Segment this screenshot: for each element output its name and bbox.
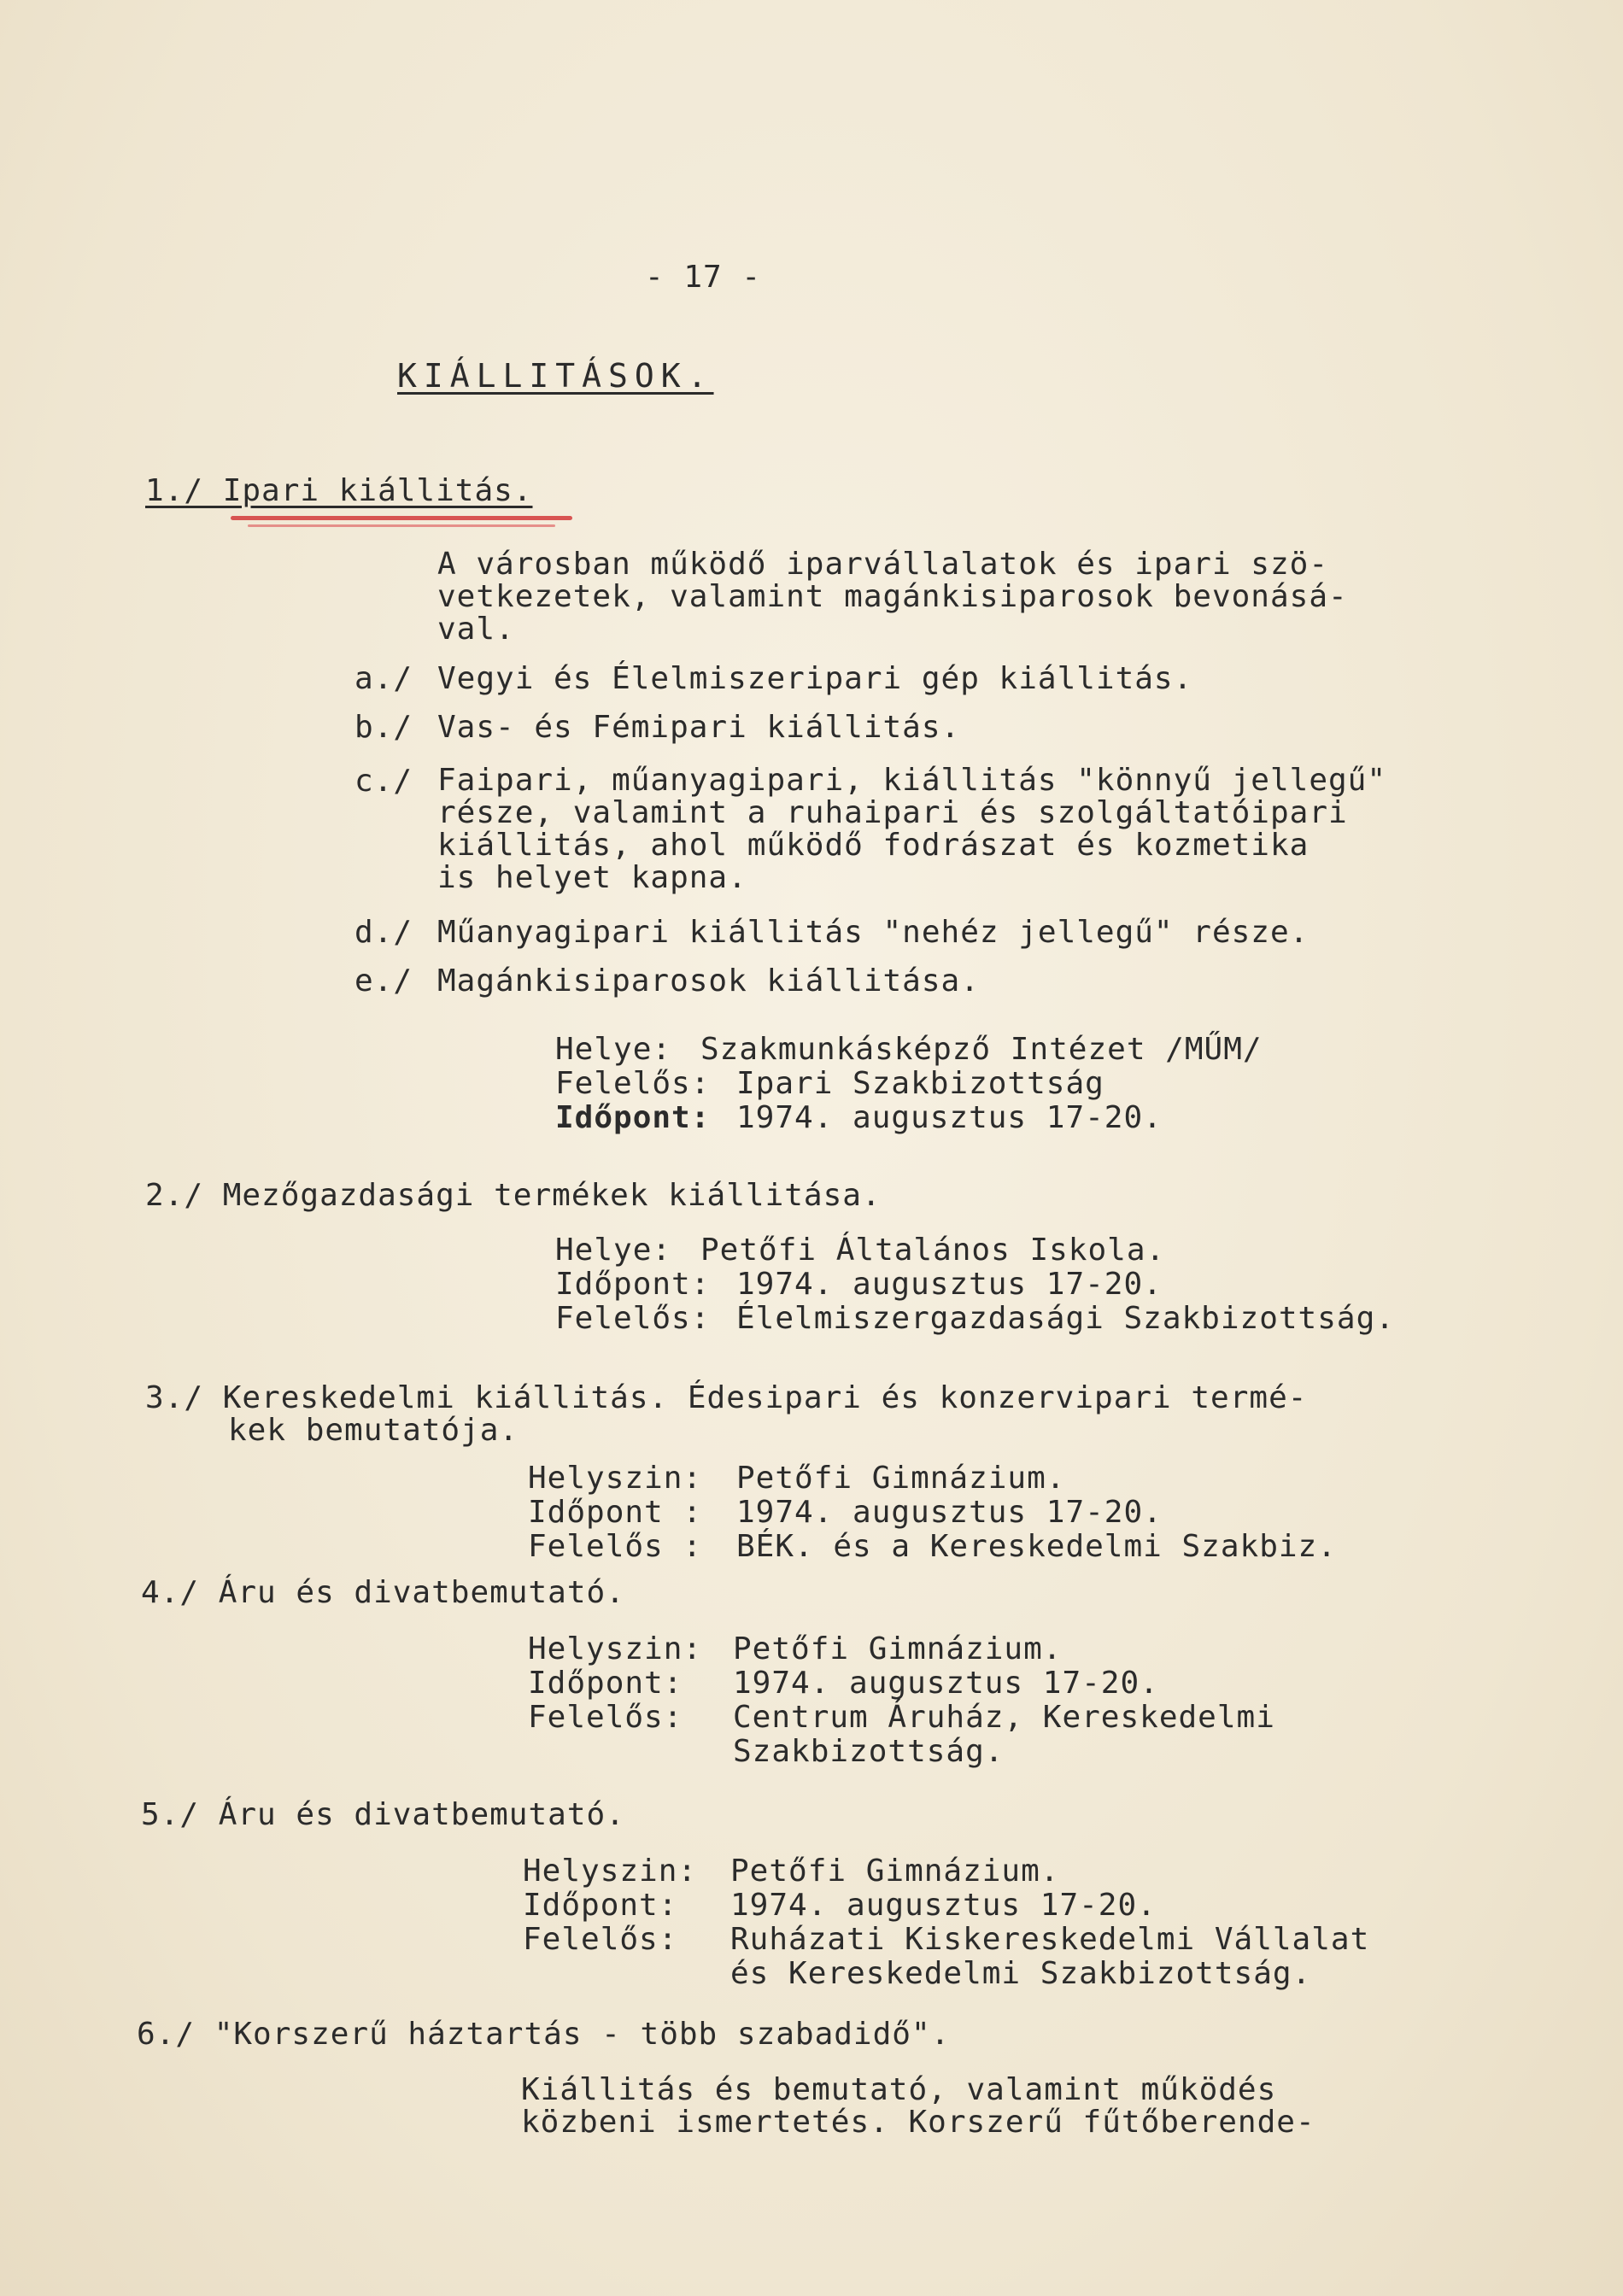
- section-6-heading: 6./ "Korszerű háztartás - több szabadidő".: [137, 2017, 951, 2052]
- detail-key: Felelős:: [555, 1066, 711, 1101]
- detail-value: 1974. augusztus 17-20.: [736, 1495, 1163, 1530]
- section-5-heading: 5./ Áru és divatbemutató.: [141, 1797, 625, 1832]
- item-label-a: a./: [354, 661, 413, 696]
- item-c-line: része, valamint a ruhaipari és szolgáltatóipari: [437, 795, 1348, 830]
- detail-key: Időpont :: [528, 1495, 703, 1530]
- item-c-line: kiállitás, ahol működő fodrászat és kozmetika: [437, 828, 1310, 863]
- section-3-heading-line: 3./ Kereskedelmi kiállitás. Édesipari és konzervipari termé-: [145, 1380, 1308, 1415]
- detail-value: 1974. augusztus 17-20.: [730, 1888, 1157, 1923]
- detail-key: Felelős:: [523, 1922, 678, 1957]
- detail-value: Ipari Szakbizottság: [736, 1066, 1104, 1101]
- red-underline: [231, 516, 572, 520]
- detail-value: Szakmunkásképző Intézet /MŰM/: [700, 1032, 1263, 1067]
- detail-key: Időpont:: [555, 1267, 711, 1302]
- detail-value: Petőfi Gimnázium.: [733, 1631, 1063, 1666]
- section-1-intro-line: val.: [437, 612, 515, 647]
- page-title: KIÁLLITÁSOK.: [397, 357, 714, 395]
- detail-key: Időpont:: [528, 1666, 683, 1701]
- item-label-c: c./: [354, 764, 413, 799]
- section-2-heading: 2./ Mezőgazdasági termékek kiállitása.: [145, 1178, 882, 1213]
- section-3-heading-line: kek bemutatója.: [228, 1413, 519, 1448]
- detail-key: Felelős:: [555, 1301, 711, 1336]
- item-c-line: is helyet kapna.: [437, 860, 747, 895]
- detail-key: Időpont:: [523, 1888, 678, 1923]
- detail-key: Időpont:: [555, 1100, 711, 1135]
- detail-key: Helye:: [555, 1032, 672, 1067]
- item-label-e: e./: [354, 964, 413, 999]
- section-1-heading: 1./ Ipari kiállitás.: [145, 473, 533, 508]
- detail-value: Petőfi Általános Iskola.: [700, 1233, 1166, 1268]
- item-label-b: b./: [354, 710, 413, 745]
- detail-key: Felelős :: [528, 1529, 703, 1564]
- red-underline-secondary: [248, 524, 555, 527]
- detail-value: 1974. augusztus 17-20.: [736, 1267, 1163, 1302]
- item-d-text: Műanyagipari kiállitás "nehéz jellegű" része.: [437, 915, 1310, 950]
- detail-value: Centrum Áruház, Kereskedelmi: [733, 1700, 1275, 1735]
- detail-value: Petőfi Gimnázium.: [736, 1461, 1066, 1496]
- detail-value: BÉK. és a Kereskedelmi Szakbiz.: [736, 1529, 1337, 1564]
- item-label-d: d./: [354, 915, 413, 950]
- detail-key: Helyszin:: [523, 1854, 698, 1889]
- item-c-line: Faipari, műanyagipari, kiállitás "könnyű jellegű": [437, 763, 1387, 798]
- detail-value: Ruházati Kiskereskedelmi Vállalat: [730, 1922, 1370, 1957]
- detail-key: Felelős:: [528, 1700, 683, 1735]
- section-6-body-line: közbeni ismertetés. Korszerű fűtőberende-: [521, 2105, 1315, 2140]
- detail-value: és Kereskedelmi Szakbizottság.: [730, 1956, 1312, 1991]
- item-b-text: Vas- és Fémipari kiállitás.: [437, 710, 961, 745]
- detail-key: Helyszin:: [528, 1631, 703, 1666]
- section-1-intro-line: A városban működő iparvállalatok és ipari szö-: [437, 547, 1328, 582]
- detail-value: Szakbizottság.: [733, 1734, 1005, 1769]
- detail-value: Petőfi Gimnázium.: [730, 1854, 1060, 1889]
- detail-key: Helye:: [555, 1233, 672, 1268]
- section-6-body-line: Kiállitás és bemutató, valamint működés: [521, 2072, 1277, 2107]
- section-1-intro-line: vetkezetek, valamint magánkisiparosok bevonásá-: [437, 579, 1348, 614]
- detail-value: Élelmiszergazdasági Szakbizottság.: [736, 1301, 1395, 1336]
- detail-key: Helyszin:: [528, 1461, 703, 1496]
- detail-value: 1974. augusztus 17-20.: [736, 1100, 1163, 1135]
- item-a-text: Vegyi és Élelmiszeripari gép kiállitás.: [437, 661, 1193, 696]
- item-e-text: Magánkisiparosok kiállitása.: [437, 964, 980, 999]
- detail-value: 1974. augusztus 17-20.: [733, 1666, 1159, 1701]
- page-number: - 17 -: [645, 260, 762, 295]
- section-4-heading: 4./ Áru és divatbemutató.: [141, 1575, 625, 1610]
